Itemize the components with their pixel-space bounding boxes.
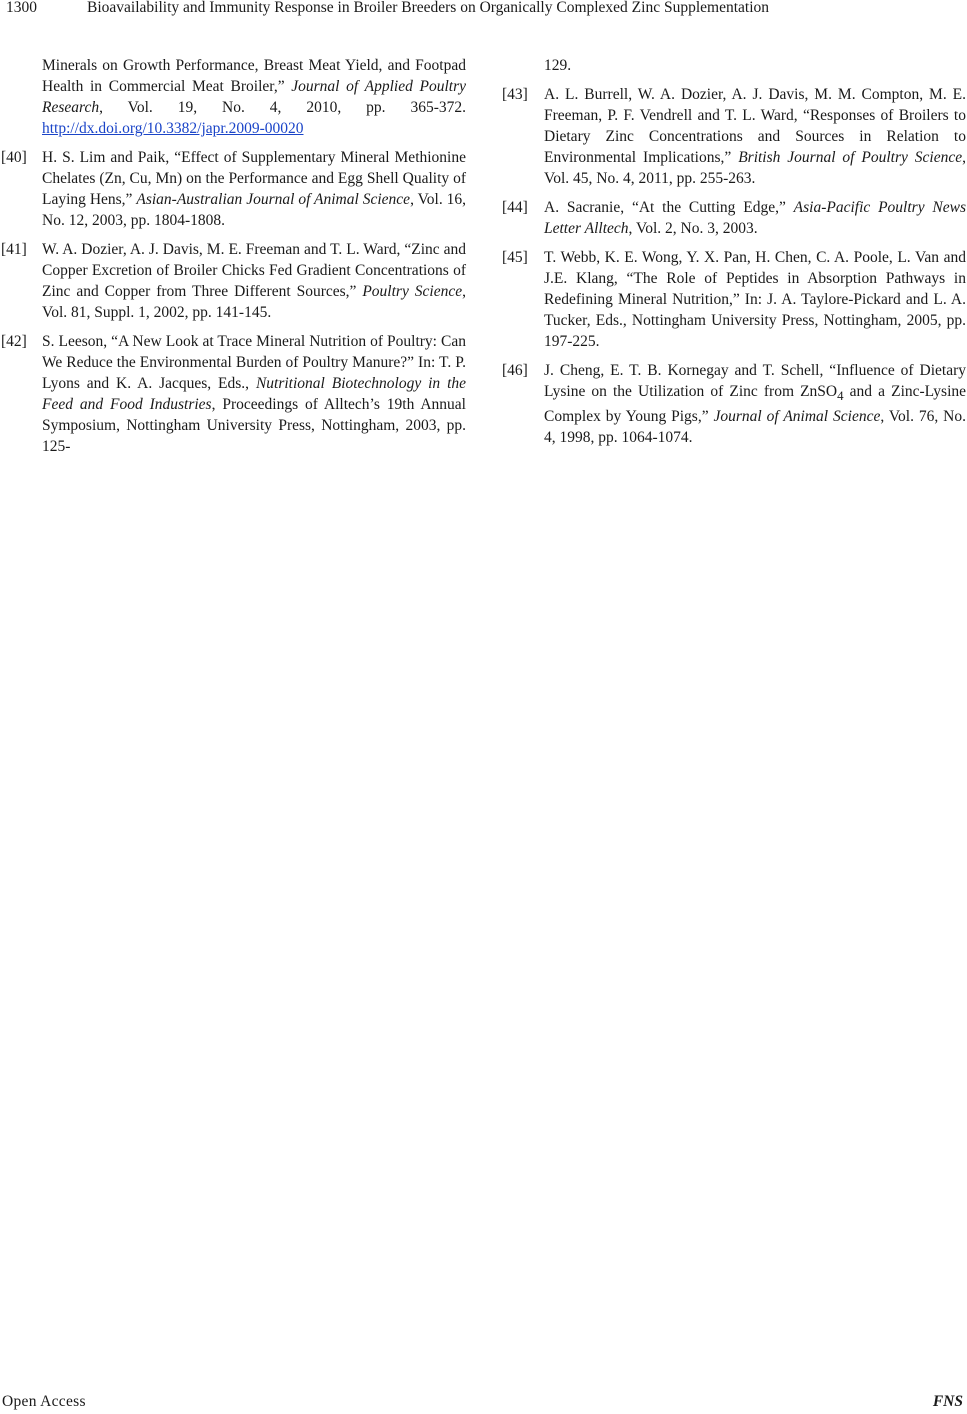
journal-abbreviation: FNS <box>932 1393 963 1410</box>
reference-42 <box>0 331 466 457</box>
reference-text: H. S. Lim and Paik, “Effect of Supplementary Mineral Methionine Chelates (Zn, Cu, Mn) on the Performance and Egg Shell Quality of Laying Hens,” <box>42 149 466 208</box>
reference-journal: Journal of Animal Science <box>713 408 881 426</box>
reference-continued <box>0 55 466 139</box>
reference-text-tail: , Proceedings of Alltech’s 19th Annual Symposium, Nottingham University Press, Nottingham, 2003, pp. 125- <box>42 396 466 455</box>
page-header <box>0 0 967 22</box>
open-access-label: Open Access <box>2 1393 86 1410</box>
reference-46 <box>502 360 966 448</box>
reference-41 <box>0 239 466 323</box>
left-column <box>0 55 466 465</box>
right-column <box>502 55 966 456</box>
reference-text: 129. <box>544 57 572 74</box>
reference-40 <box>0 147 466 231</box>
reference-45 <box>502 247 966 352</box>
reference-text-tail: , Vol. 2, No. 3, 2003. <box>628 220 758 237</box>
reference-text: Minerals on Growth Performance, Breast Meat Yield, and Footpad Health in Commercial Meat Broiler,” <box>42 57 466 95</box>
page-footer <box>0 1393 967 1413</box>
reference-number: [40] <box>1 149 27 166</box>
reference-text: W. A. Dozier, A. J. Davis, M. E. Freeman and T. L. Ward, “Zinc and Copper Excretion of Broiler Chicks Fed Gradient Concentrations of Zinc and Copper from Three Different Sources,” <box>42 241 466 300</box>
running-title: Bioavailability and Immunity Response in Broiler Breeders on Organically Complexed Zinc Supplementation <box>87 0 770 16</box>
reference-journal: British Journal of Poultry Science <box>738 149 963 166</box>
reference-44 <box>502 197 966 239</box>
reference-journal: Asian-Australian Journal of Animal Science <box>136 191 411 208</box>
reference-number: [44] <box>502 199 528 216</box>
reference-journal: Journal of Applied Poultry Research <box>42 78 466 116</box>
reference-continued <box>502 55 966 76</box>
reference-text-cont: and a Zinc-Lysine Complex by Young Pigs,” <box>544 383 967 426</box>
page-number: 1300 <box>6 0 37 16</box>
reference-text: A. L. Burrell, W. A. Dozier, A. J. Davis, M. M. Compton, M. E. Freeman, P. F. Vendrell and T. L. Ward, “Responses of Broilers to Dietary Zinc Concentrations and Sources in Relation to Environmental Implications,” <box>544 86 966 166</box>
reference-text: T. Webb, K. E. Wong, Y. X. Pan, H. Chen, C. A. Poole, L. Van and J.E. Klang, “The Role of Peptides in Absorption Pathways in Redefining Mineral Nutrition,” In: J. A. Taylore-Pickard and L. A. Tucker, Eds., Nottingham University Press, Nottingham, 2005, pp. 197-225. <box>544 249 966 350</box>
reference-journal: Poultry Science <box>362 283 463 300</box>
reference-journal: Asia-Pacific Poultry News Letter Alltech <box>544 199 966 237</box>
reference-number: [41] <box>1 241 27 258</box>
reference-number: [43] <box>502 86 528 103</box>
reference-text-tail: , Vol. 76, No. 4, 1998, pp. 1064-1074. <box>544 408 966 447</box>
subscript: 4 <box>837 388 844 404</box>
reference-text-tail: , Vol. 45, No. 4, 2011, pp. 255-263. <box>544 149 967 187</box>
reference-text: J. Cheng, E. T. B. Kornegay and T. Schell, “Influence of Dietary Lysine on the Utilization of Zinc from ZnSO <box>544 362 966 400</box>
reference-text-tail: , Vol. 16, No. 12, 2003, pp. 1804-1808. <box>42 191 466 229</box>
reference-text-tail: , Vol. 81, Suppl. 1, 2002, pp. 141-145. <box>42 283 466 321</box>
reference-number: [45] <box>502 249 528 266</box>
reference-journal: Nutritional Biotechnology in the Feed and Food Industries <box>42 375 467 413</box>
doi-link[interactable]: http://dx.doi.org/10.3382/japr.2009-00020 <box>42 120 304 137</box>
reference-text: A. Sacranie, “At the Cutting Edge,” <box>544 199 794 216</box>
reference-number: [46] <box>502 362 528 379</box>
reference-43 <box>502 84 966 189</box>
reference-text: S. Leeson, “A New Look at Trace Mineral Nutrition of Poultry: Can We Reduce the Environmental Burden of Poultry Manure?” In: T. P. Lyons and K. A. Jacques, Eds., <box>42 333 466 392</box>
reference-number: [42] <box>1 333 27 350</box>
reference-text-tail: , Vol. 19, No. 4, 2010, pp. 365-372. <box>99 99 466 116</box>
